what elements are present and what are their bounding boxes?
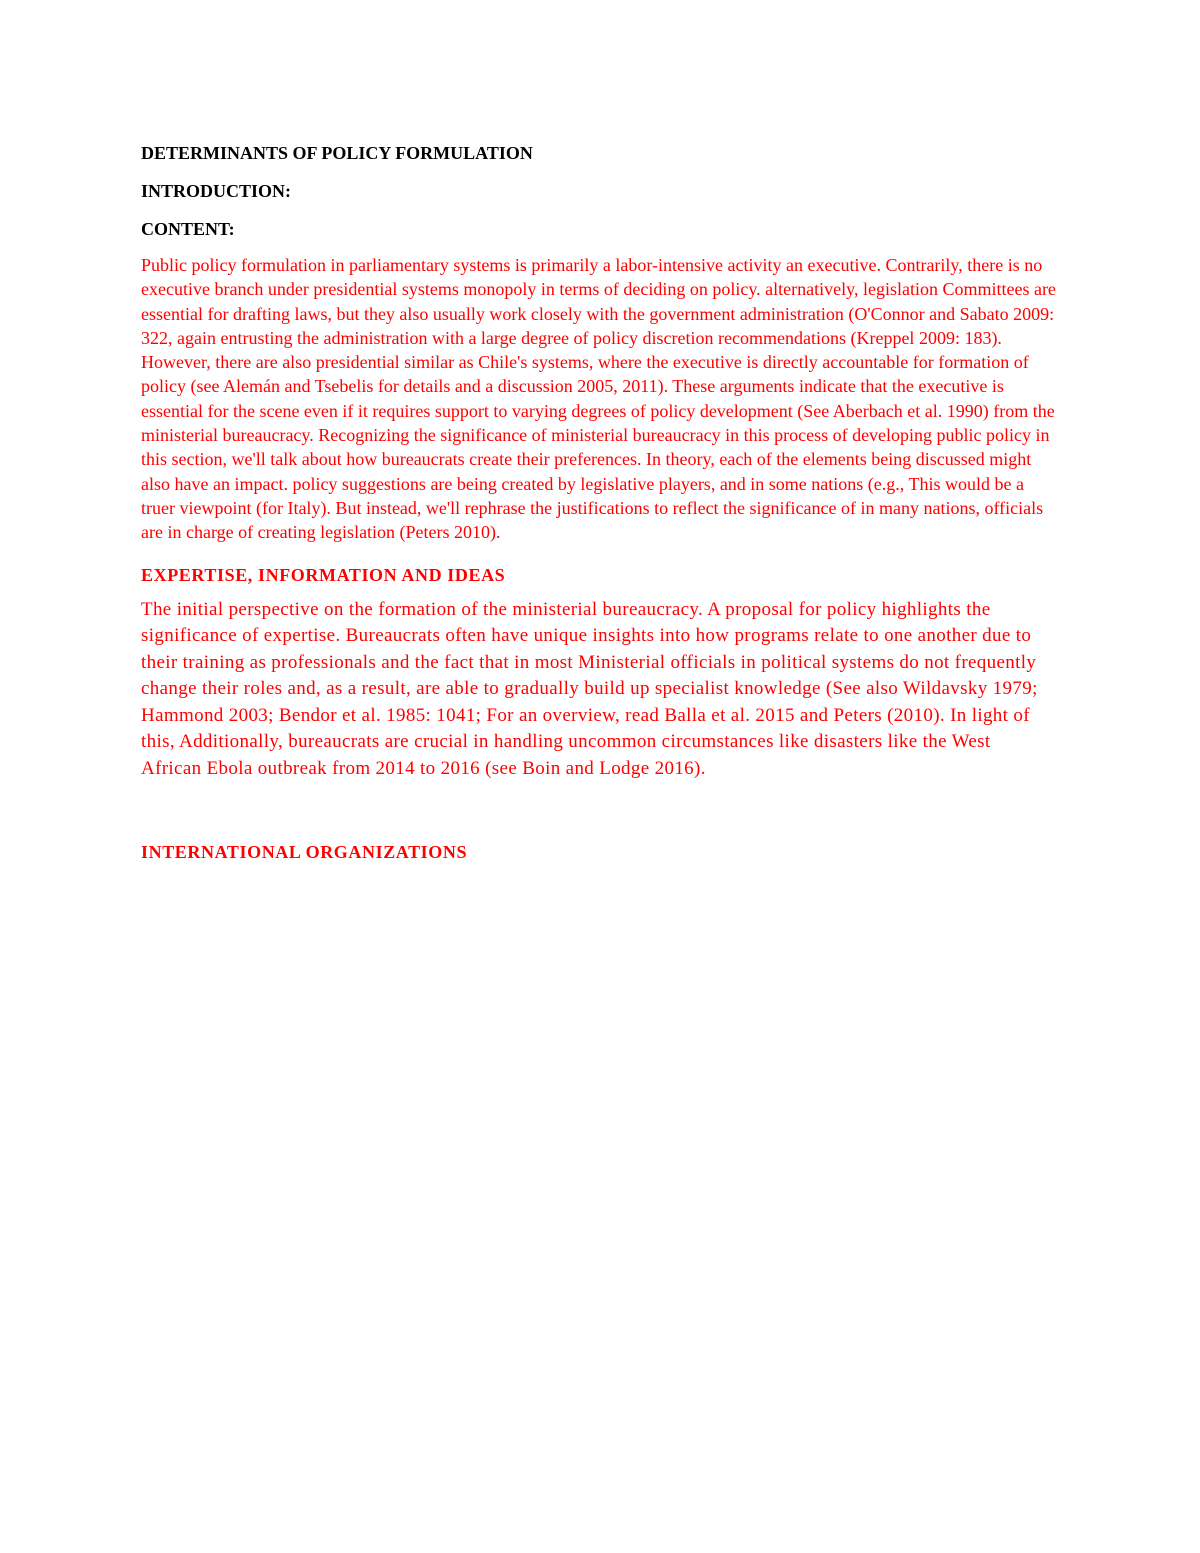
international-organizations-heading: INTERNATIONAL ORGANIZATIONS: [141, 842, 468, 863]
introduction-heading: INTRODUCTION:: [141, 181, 292, 201]
expertise-heading: EXPERTISE, INFORMATION AND IDEAS: [141, 564, 506, 585]
expertise-paragraph: The initial perspective on the formation of the ministerial bureaucracy. A proposal for policy highlights the significance of expertise. Bureaucrats often have unique insights into how programs relate to one another due to their training as professionals and the fact that in most Ministerial officials in political systems do not frequently change their roles and, as a result, are able to gradually build up specialist knowledge (See also Wildavsky 1979; Hammond 2003; Bendor et al. 1985: 1041; For an overview, read Balla et al. 2015 and Peters (2010). In light of this, Additionally, bureaucrats are crucial in handling uncommon circumstances like disasters like the West African Ebola outbreak from 2014 to 2016 (see Boin and Lodge 2016).: [141, 598, 1038, 779]
content-heading: CONTENT:: [141, 219, 235, 239]
document-title: DETERMINANTS OF POLICY FORMULATION: [141, 143, 533, 163]
content-paragraph: Public policy formulation in parliamentary systems is primarily a labor-intensive activity an executive. Contrarily, there is no executive branch under presidential systems monopoly in terms of deciding on policy. alternatively, legislation Committees are essential for drafting laws, but they also usually work closely with the government administration (O'Connor and Sabato 2009: 322, again entrusting the administration with a large degree of policy discretion recommendations (Kreppel 2009: 183). However, there are also presidential similar as Chile's systems, where the executive is directly accountable for formation of policy (see Alemán and Tsebelis for details and a discussion 2005, 2011). These arguments indicate that the executive is essential for the scene even if it requires support to varying degrees of policy development (See Aberbach et al. 1990) from the ministerial bureaucracy. Recognizing the significance of ministerial bureaucracy in this process of developing public policy in this section, we'll talk about how bureaucrats create their preferences. In theory, each of the elements being discussed might also have an impact. policy suggestions are being created by legislative players, and in some nations (e.g., This would be a truer viewpoint (for Italy). But instead, we'll rephrase the justifications to reflect the significance of in many nations, officials are in charge of creating legislation (Peters 2010).: [141, 255, 1056, 543]
document-body: [141, 141, 1061, 864]
